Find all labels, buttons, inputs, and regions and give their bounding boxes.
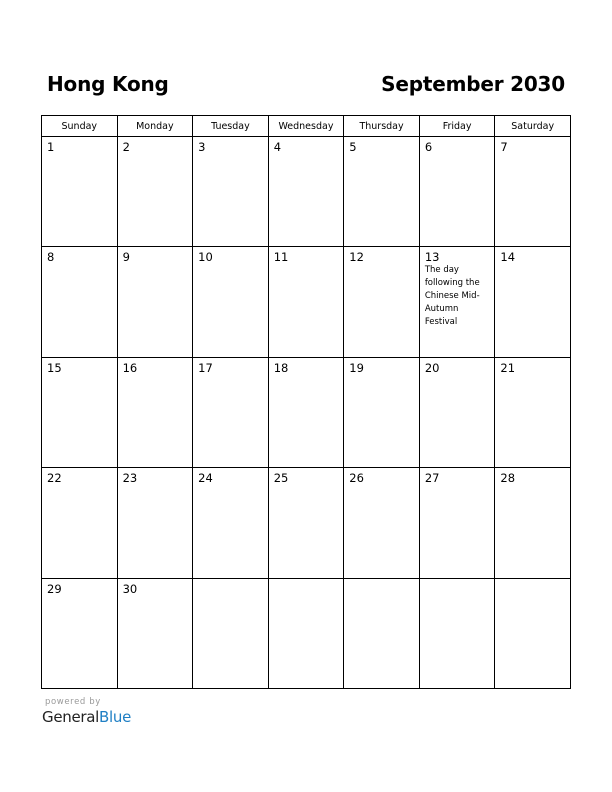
day-cell-content (344, 468, 419, 485)
powered-by-label: powered by (45, 697, 101, 707)
day-cell-content (118, 468, 193, 485)
day-number: 21 (500, 360, 516, 375)
day-cell (268, 247, 344, 357)
week-row (42, 247, 571, 357)
day-cell (495, 137, 571, 247)
day-cell (495, 468, 571, 578)
day-number: 30 (122, 581, 138, 596)
weekday-wednesday: Wednesday (268, 116, 344, 137)
day-number: 29 (47, 581, 62, 596)
day-number: 14 (500, 250, 516, 265)
day-number: 16 (122, 360, 138, 375)
day-cell-content (495, 247, 570, 264)
day-cell-content (193, 247, 268, 264)
generalblue-logo[interactable] (42, 708, 131, 726)
day-cell (419, 578, 495, 688)
day-cell (495, 578, 571, 688)
day-cell-content (42, 579, 117, 596)
day-cell (268, 578, 344, 688)
logo-text-general: General (42, 708, 100, 726)
day-cell (419, 247, 495, 357)
day-cell (344, 247, 420, 357)
day-cell (419, 137, 495, 247)
weekday-friday: Friday (419, 116, 495, 137)
day-cell (268, 357, 344, 467)
day-number: 9 (122, 250, 130, 265)
day-number: 5 (349, 140, 357, 154)
day-cell-content (269, 137, 344, 154)
day-cell-content (269, 247, 344, 264)
day-cell (495, 247, 571, 357)
day-cell-content (118, 137, 193, 154)
day-cell-content (269, 358, 344, 375)
day-number: 12 (349, 250, 364, 265)
day-cell (419, 357, 495, 467)
day-number: 28 (500, 471, 516, 486)
day-number: 27 (424, 471, 440, 486)
weekday-header-row (42, 116, 571, 137)
day-number: 1 (47, 140, 55, 154)
day-number: 2 (122, 140, 130, 154)
day-cell (344, 357, 420, 467)
day-number: 18 (273, 360, 289, 375)
day-number: 22 (47, 471, 62, 486)
day-cell (117, 468, 193, 578)
day-cell-content (495, 468, 570, 485)
day-number: 7 (500, 140, 508, 154)
day-cell (495, 357, 571, 467)
day-number: 13 (424, 250, 440, 265)
day-cell (117, 578, 193, 688)
week-row (42, 137, 571, 247)
day-number: 25 (273, 471, 289, 486)
day-cell-content (269, 468, 344, 485)
day-number: 24 (198, 471, 213, 486)
day-cell-content (344, 358, 419, 375)
day-number: 6 (424, 140, 433, 154)
day-cell (193, 137, 269, 247)
day-cell (268, 468, 344, 578)
day-number: 10 (198, 250, 213, 265)
day-cell (193, 357, 269, 467)
day-cell (419, 468, 495, 578)
day-cell (42, 578, 118, 688)
day-cell-content (193, 468, 268, 485)
day-cell-content (42, 358, 117, 375)
weekday-tuesday: Tuesday (193, 116, 269, 137)
weekday-sunday: Sunday (42, 116, 118, 137)
day-cell (193, 247, 269, 357)
day-cell-content (495, 358, 570, 375)
day-cell (117, 247, 193, 357)
week-row (42, 468, 571, 578)
day-cell-content (193, 358, 268, 375)
week-row (42, 578, 571, 688)
day-number: 8 (47, 250, 55, 265)
day-cell-content (344, 247, 419, 264)
day-cell-content (344, 579, 419, 582)
day-number: 17 (198, 360, 213, 375)
day-cell-content (42, 247, 117, 264)
day-number: 3 (198, 140, 206, 154)
day-number: 4 (273, 140, 282, 154)
month-year-title: September 2030 (381, 72, 565, 96)
day-cell (344, 137, 420, 247)
day-number: 15 (47, 360, 62, 375)
holiday-label: The day following the Chinese Mid-Autumn Festival (424, 265, 480, 328)
weekday-saturday: Saturday (495, 116, 571, 137)
day-number: 11 (273, 250, 289, 265)
day-cell-content (193, 579, 268, 582)
day-cell-content (42, 468, 117, 485)
week-row (42, 357, 571, 467)
day-number: 19 (349, 360, 364, 375)
day-cell-content (420, 358, 495, 375)
day-cell (117, 137, 193, 247)
day-cell-content (495, 137, 570, 154)
day-cell (42, 468, 118, 578)
day-cell-content (118, 358, 193, 375)
day-cell-content (420, 137, 495, 154)
day-cell-content (42, 137, 117, 154)
region-title: Hong Kong (47, 72, 169, 96)
day-number: 26 (349, 471, 364, 486)
day-cell-content (118, 579, 193, 596)
day-cell-content (269, 579, 344, 582)
day-cell (117, 357, 193, 467)
day-cell (42, 137, 118, 247)
day-cell (42, 247, 118, 357)
day-cell (268, 137, 344, 247)
day-number: 20 (424, 360, 440, 375)
weekday-thursday: Thursday (344, 116, 420, 137)
day-cell (193, 578, 269, 688)
day-cell (193, 468, 269, 578)
day-cell-content (420, 579, 495, 582)
day-cell (344, 468, 420, 578)
day-cell (344, 578, 420, 688)
weekday-monday: Monday (117, 116, 193, 137)
day-cell-content (193, 137, 268, 154)
day-cell-content (420, 468, 495, 485)
day-number: 23 (122, 471, 138, 486)
day-cell-content (118, 247, 193, 264)
logo-text-blue: Blue (99, 708, 132, 726)
calendar-grid (41, 115, 571, 689)
day-cell (42, 357, 118, 467)
day-cell-content (344, 137, 419, 154)
day-cell-content (495, 579, 570, 582)
day-cell-content (420, 247, 495, 329)
